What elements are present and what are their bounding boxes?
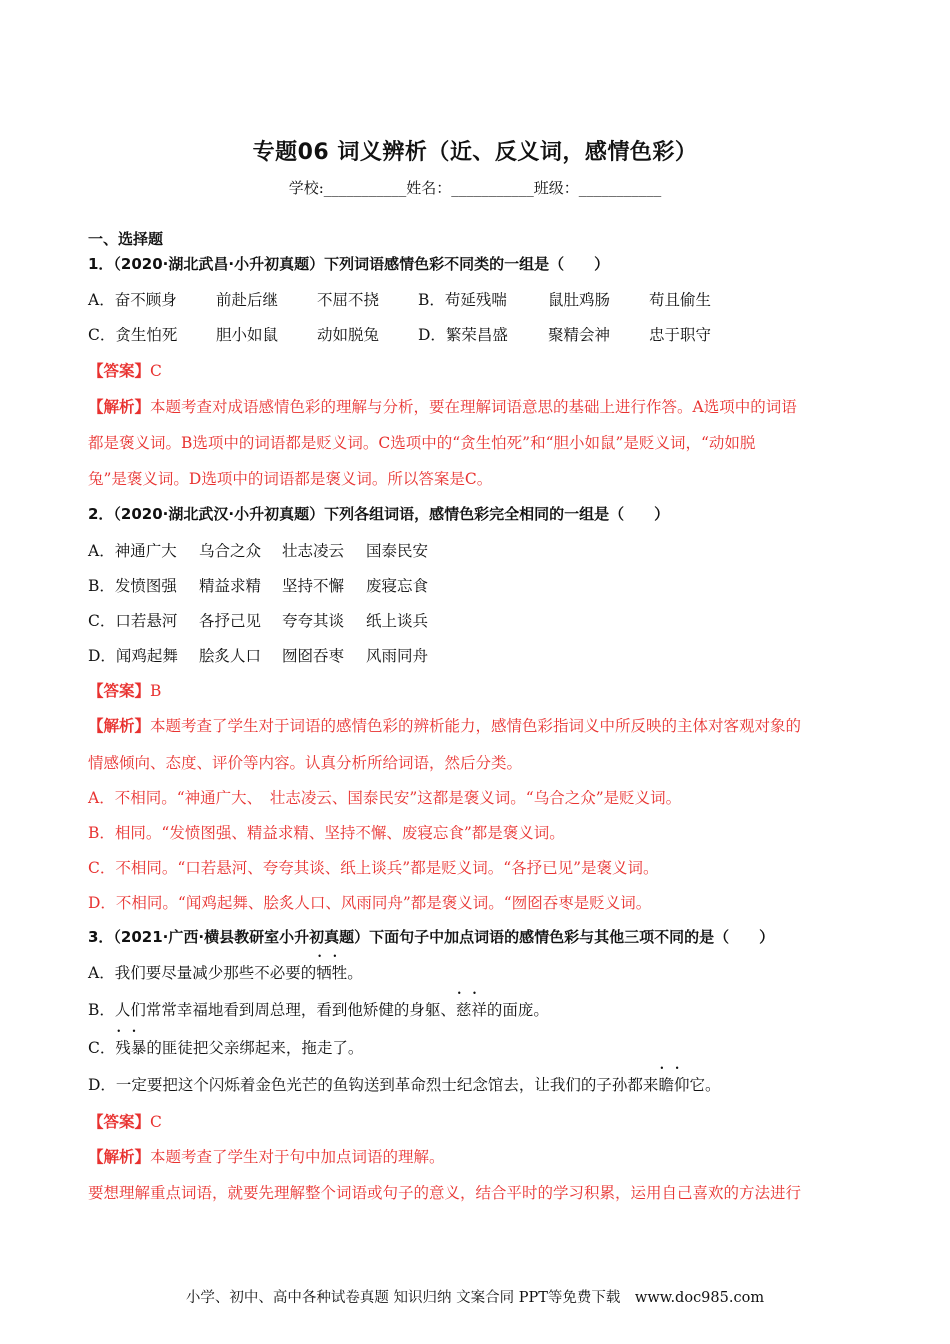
q2-analysis-line-2: 情感倾向、态度、评价等内容。认真分析所给词语，然后分类。 bbox=[88, 754, 523, 772]
q3-answer-value: C bbox=[150, 1113, 162, 1131]
q3-option-c-dotted-word: • • 残暴 bbox=[115, 1039, 146, 1057]
q3-option-b bbox=[88, 998, 549, 1020]
q1-option-b-1: B．苟延残喘 bbox=[418, 291, 507, 309]
document-title: 专题06 词义辨析（近、反义词，感情色彩） bbox=[252, 140, 698, 165]
q1-option-a-2: 前赴后继 bbox=[216, 291, 279, 309]
q1-option-d-3: 忠于职守 bbox=[649, 326, 712, 344]
q2-answer-tag: 【答案】 bbox=[88, 682, 151, 700]
q2-analysis-line-6: D．不相同。“闻鸡起舞、脍炙人口、风雨同舟”都是褒义词。“囫囵吞枣是贬义词。 bbox=[88, 894, 652, 912]
q2-option-d-3: 囫囵吞枣 bbox=[282, 647, 345, 665]
q3-option-a-pre: A．我们要尽量减少那些不必要的 bbox=[88, 964, 317, 982]
q1-option-c-2: 胆小如鼠 bbox=[216, 326, 279, 344]
q3-answer-tag: 【答案】 bbox=[88, 1113, 151, 1131]
q1-answer-value: C bbox=[150, 362, 162, 380]
q3-analysis-line-1 bbox=[88, 1145, 445, 1167]
q3-option-c bbox=[88, 1036, 363, 1058]
q1-option-c-1: C．贪生怕死 bbox=[88, 326, 178, 344]
q1-analysis-text-1: 本题考查对成语感情色彩的理解与分析，要在理解词语意思的基础上进行作答。A选项中的词语 bbox=[150, 398, 797, 416]
q2-analysis-line-5: C．不相同。“口若悬河、夸夸其谈、纸上谈兵”都是贬义词。“各抒已见”是褒义词。 bbox=[88, 859, 659, 877]
q2-option-b-2: 精益求精 bbox=[199, 577, 262, 595]
q2-option-a-1: A．神通广大 bbox=[88, 542, 177, 560]
q1-analysis-line-1 bbox=[88, 395, 797, 417]
q2-analysis-line-1 bbox=[88, 714, 801, 736]
q2-option-b-4: 废寝忘食 bbox=[366, 577, 429, 595]
q2-answer bbox=[88, 679, 161, 701]
q3-option-a-dotted-word: • • 牺牲 bbox=[316, 964, 347, 982]
q3-option-d-pre: D．一定要把这个闪烁着金色光芒的鱼钩送到革命烈士纪念馆去，让我们的子孙都来 bbox=[88, 1076, 659, 1094]
q3-option-d-post: 它。 bbox=[689, 1076, 721, 1094]
q2-option-a bbox=[88, 539, 428, 561]
page-footer: 小学、初中、高中各种试卷真题 知识归纳 文案合同 PPT等免费下载 www.doc985.com bbox=[185, 1290, 765, 1306]
q3-analysis-tag: 【解析】 bbox=[88, 1148, 151, 1166]
section-heading: 一、选择题 bbox=[88, 230, 164, 248]
q2-option-b-1: B．发愤图强 bbox=[88, 577, 177, 595]
q1-option-d-1: D．繁荣昌盛 bbox=[418, 326, 508, 344]
q3-analysis-line-2: 要想理解重点词语，就要先理解整个词语或句子的意义，结合平时的学习积累，运用自己喜欢的方法进行 bbox=[88, 1184, 802, 1202]
q3-option-c-pre: C． bbox=[88, 1039, 116, 1057]
q1-option-c-3: 动如脱兔 bbox=[317, 326, 380, 344]
q3-answer bbox=[88, 1110, 162, 1132]
q2-analysis-line-4: B．相同。“发愤图强、精益求精、坚持不懈、废寝忘食”都是褒义词。 bbox=[88, 824, 565, 842]
q3-option-b-post: 的面庞。 bbox=[486, 1001, 549, 1019]
q2-option-a-4: 国泰民安 bbox=[366, 542, 429, 560]
q2-option-c-2: 各抒己见 bbox=[199, 612, 262, 630]
q2-option-c-4: 纸上谈兵 bbox=[366, 612, 429, 630]
q3-option-d-dotted-word: • • 瞻仰 bbox=[658, 1076, 689, 1094]
q1-option-b-2: 鼠肚鸡肠 bbox=[548, 291, 611, 309]
q2-answer-value: B bbox=[150, 682, 162, 700]
q2-option-d-1: D．闻鸡起舞 bbox=[88, 647, 178, 665]
q3-option-a-post: 。 bbox=[347, 964, 363, 982]
q3-option-d bbox=[88, 1073, 720, 1095]
q2-option-c-3: 夸夸其谈 bbox=[282, 612, 345, 630]
q1-stem: 1．（2020·湖北武昌·小升初真题）下列词语感情色彩不同类的一组是（ ） bbox=[88, 255, 610, 273]
q2-option-a-2: 乌合之众 bbox=[199, 542, 262, 560]
q3-stem: 3．（2021·广西·横县教研室小升初真题）下面句子中加点词语的感情色彩与其他三项不同的是（ ） bbox=[88, 928, 775, 946]
q1-option-a-3: 不屈不挠 bbox=[317, 291, 380, 309]
q1-option-b-3: 苟且偷生 bbox=[649, 291, 712, 309]
q2-option-b-3: 坚持不懈 bbox=[282, 577, 345, 595]
q3-option-a bbox=[88, 961, 363, 983]
q2-analysis-line-3: A．不相同。“神通广大、 壮志凌云、国泰民安”这都是褒义词。“乌合之众”是贬义词。 bbox=[88, 789, 682, 807]
q2-option-b bbox=[88, 574, 428, 596]
q2-option-c bbox=[88, 609, 428, 631]
q1-option-d-2: 聚精会神 bbox=[548, 326, 611, 344]
q1-answer bbox=[88, 359, 162, 381]
student-info-line: 学校:___________姓名：___________班级：___________ bbox=[288, 179, 662, 197]
q1-answer-tag: 【答案】 bbox=[88, 362, 151, 380]
q2-option-d bbox=[88, 644, 428, 666]
q1-analysis-tag: 【解析】 bbox=[88, 398, 151, 416]
q2-option-d-2: 脍炙人口 bbox=[199, 647, 262, 665]
q2-option-d-4: 风雨同舟 bbox=[366, 647, 429, 665]
q3-analysis-text-1: 本题考查了学生对于句中加点词语的理解。 bbox=[150, 1148, 445, 1166]
q2-stem: 2．（2020·湖北武汉·小升初真题）下列各组词语，感情色彩完全相同的一组是（ ） bbox=[88, 505, 670, 523]
q1-analysis-line-2: 都是褒义词。B选项中的词语都是贬义词。C选项中的“贪生怕死”和“胆小如鼠”是贬义词，“动如脱 bbox=[88, 434, 756, 452]
q1-options-row1 bbox=[88, 288, 711, 310]
q2-option-c-1: C．口若悬河 bbox=[88, 612, 178, 630]
q1-options-row2 bbox=[88, 323, 711, 345]
q2-analysis-tag: 【解析】 bbox=[88, 717, 151, 735]
q3-option-b-pre: B．人们常常幸福地看到周总理，看到他矫健的身躯、 bbox=[88, 1001, 456, 1019]
q3-option-c-post: 的匪徒把父亲绑起来，拖走了。 bbox=[146, 1039, 364, 1057]
q2-analysis-text-1: 本题考查了学生对于词语的感情色彩的辨析能力，感情色彩指词义中所反映的主体对客观对象的 bbox=[150, 717, 802, 735]
q1-analysis-line-3: 兔”是褒义词。D选项中的词语都是褒义词。所以答案是C。 bbox=[88, 470, 493, 488]
q1-option-a-1: A．奋不顾身 bbox=[88, 291, 177, 309]
q2-option-a-3: 壮志凌云 bbox=[282, 542, 345, 560]
q3-option-b-dotted-word: • • 慈祥 bbox=[456, 1001, 487, 1019]
